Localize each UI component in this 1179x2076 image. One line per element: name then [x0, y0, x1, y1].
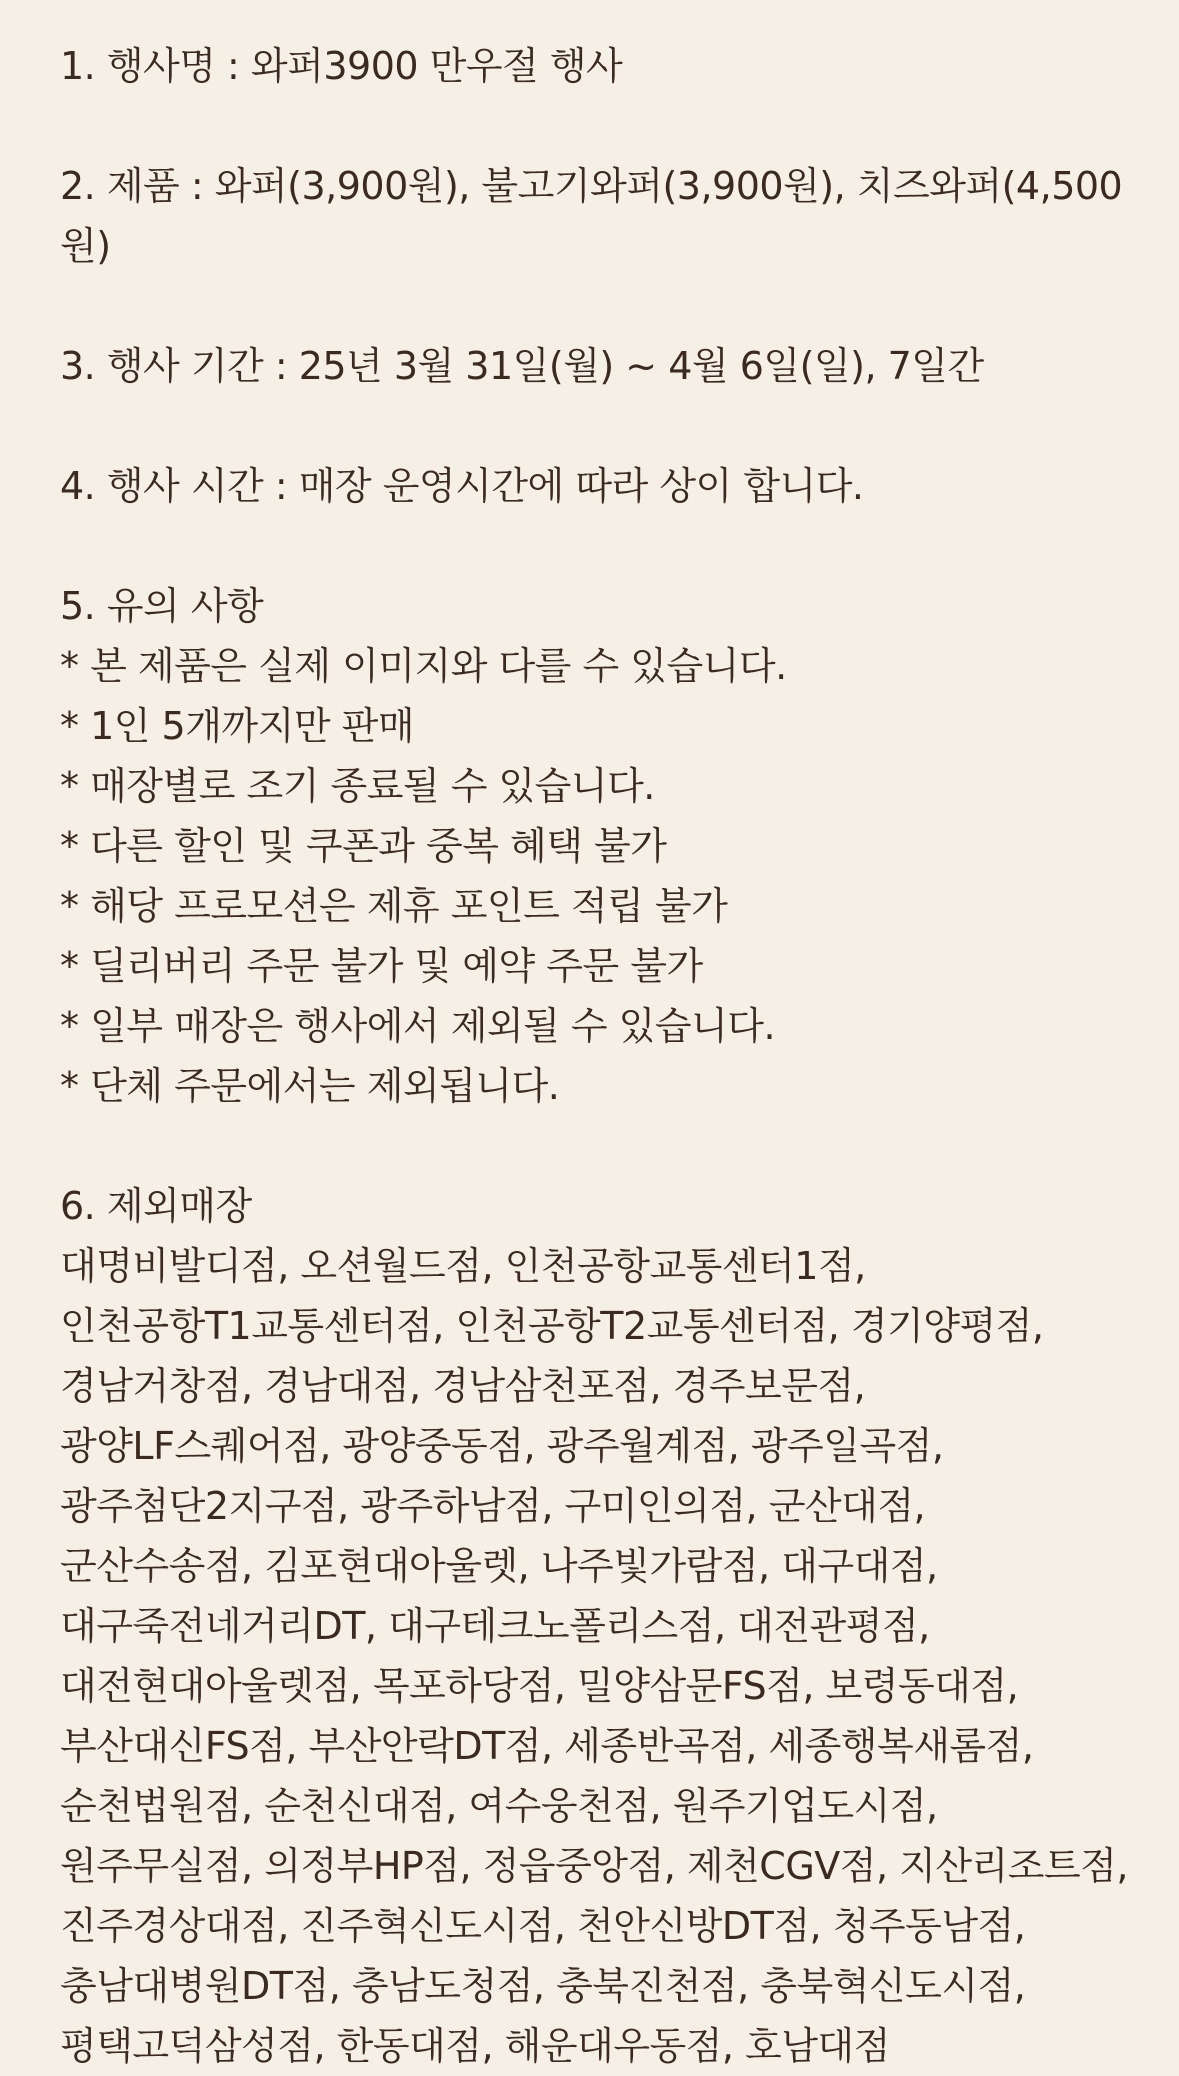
note-item: * 1인 5개까지만 판매 — [60, 704, 415, 748]
excluded-stores-list: 대명비발디점, 오션월드점, 인천공항교통센터1점, 인천공항T1교통센터점, 인천공항T2교통센터점, 경기양평점, 경남거창점, 경남대점, 경남삼천포점, 경주보문점, 광양LF스퀘어점, 광양중동점, 광주월계점, 광주일곡점, 광주첨단2지구점, 광주하남점, 구미인의점, 군산대점, 군산수송점, 김포현대아울렛, 나주빛가람점, 대구대점, 대구죽전네거리DT, 대구테크노폴리스점, 대전관평점, 대전현대아울렛점, 목포하당점, 밀양삼문FS점, 보령동대점, 부산대신FS점, 부산안락DT점, 세종반곡점, 세종행복새롬점, 순천법원점, 순천신대점, 여수웅천점, 원주기업도시점, 원주무실점, 의정부HP점, 정읍중앙점, 제천CGV점, 지산리조트점, 진주경상대점, 진주혁신도시점, 천안신방DT점, 청주동남점, 충남대병원DT점, 충남도청점, 충북진천점, 충북혁신도시점, 평택고덕삼성점, 한동대점, 해운대우동점, 호남대점 — [60, 1244, 1128, 2068]
period-line: 3. 행사 기간 : 25년 3월 31일(월) ~ 4월 6일(일), 7일간 — [60, 344, 984, 388]
note-item: * 매장별로 조기 종료될 수 있습니다. — [60, 764, 655, 808]
note-item: * 단체 주문에서는 제외됩니다. — [60, 1064, 560, 1108]
event-name-line: 1. 행사명 : 와퍼3900 만우절 행사 — [60, 44, 623, 88]
excluded-stores-heading: 6. 제외매장 — [60, 1184, 252, 1228]
hours-section — [60, 456, 1129, 516]
note-item: * 해당 프로모션은 제휴 포인트 적립 불가 — [60, 884, 728, 928]
period-section — [60, 336, 1129, 396]
event-name-section — [60, 36, 1129, 96]
notes-section — [60, 576, 1129, 1116]
note-item: * 다른 할인 및 쿠폰과 중복 혜택 불가 — [60, 824, 667, 868]
note-item: * 일부 매장은 행사에서 제외될 수 있습니다. — [60, 1004, 776, 1048]
products-section — [60, 156, 1129, 276]
hours-line: 4. 행사 시간 : 매장 운영시간에 따라 상이 합니다. — [60, 464, 864, 508]
products-line: 2. 제품 : 와퍼(3,900원), 불고기와퍼(3,900원), 치즈와퍼(4,500원) — [60, 164, 1123, 268]
notes-heading: 5. 유의 사항 — [60, 584, 264, 628]
note-item: * 본 제품은 실제 이미지와 다를 수 있습니다. — [60, 644, 787, 688]
note-item: * 딜리버리 주문 불가 및 예약 주문 불가 — [60, 944, 703, 988]
excluded-stores-section — [60, 1176, 1129, 2076]
